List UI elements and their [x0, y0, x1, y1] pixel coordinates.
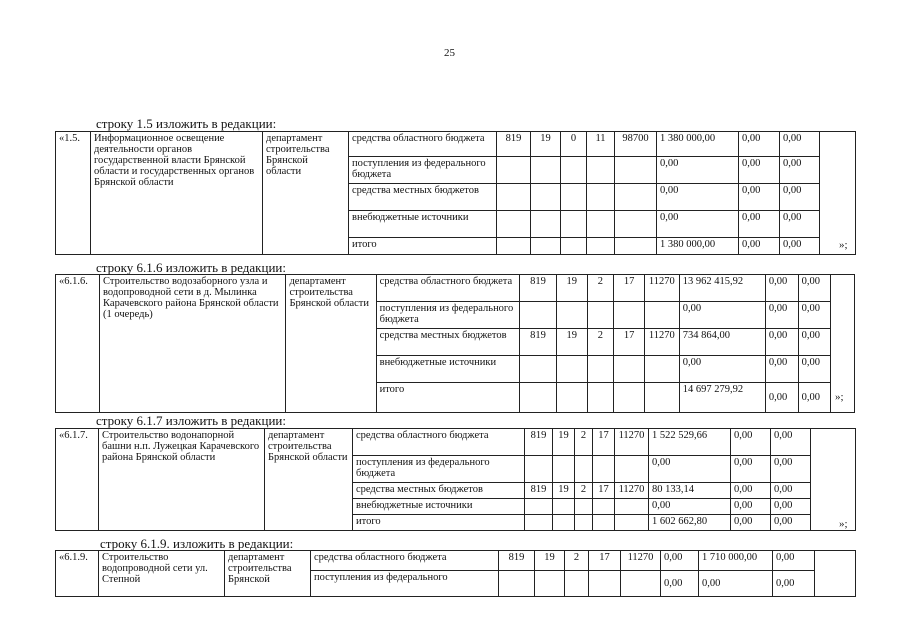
amount-cell: 0,00: [739, 132, 780, 157]
amount-cell: 13 962 415,92: [679, 275, 765, 302]
amount-cell: 14 697 279,92: [679, 383, 765, 413]
funding-source: средства областного бюджета: [353, 429, 525, 456]
code-cell: 19: [553, 429, 575, 456]
amount-cell: 0,00: [798, 302, 831, 329]
amount-cell: 0,00: [649, 499, 731, 515]
code-cell: 98700: [615, 132, 657, 157]
closing-mark-cell: [815, 551, 856, 597]
amount-cell: 0,00: [739, 238, 780, 255]
project-name: Строительство водопроводной сети ул. Степной: [99, 551, 225, 597]
amount-cell: 0,00: [765, 275, 798, 302]
table-row: [56, 132, 856, 157]
code-cell: 0: [561, 132, 587, 157]
code-cell: 19: [535, 551, 565, 571]
section-heading: строку 1.5 изложить в редакции:: [96, 116, 277, 131]
code-cell: 19: [531, 132, 561, 157]
amount-cell: 0,00: [771, 499, 811, 515]
closing-mark: »;: [839, 518, 848, 530]
amount-cell: 0,00: [657, 157, 739, 184]
page-number: 25: [444, 47, 455, 59]
department: департамент строительства Брянской области: [286, 275, 376, 413]
code-cell: 19: [556, 329, 587, 356]
budget-table: [55, 131, 856, 255]
amount-cell: 0,00: [649, 456, 731, 483]
department: департамент строительства Брянской области: [265, 429, 353, 531]
amount-cell: 0,00: [798, 275, 831, 302]
row-code: «6.1.9.: [56, 551, 99, 597]
amount-cell: 0,00: [798, 329, 831, 356]
row-code: «1.5.: [56, 132, 91, 255]
funding-source: поступления из федерального бюджета: [353, 456, 525, 483]
budget-table: [55, 428, 856, 531]
funding-source: средства областного бюджета: [311, 551, 499, 571]
amount-cell: 0,00: [773, 571, 815, 597]
code-cell: 19: [556, 275, 587, 302]
amount-cell: 0,00: [731, 499, 771, 515]
amount-cell: 0,00: [765, 302, 798, 329]
code-cell: 819: [497, 132, 531, 157]
section-heading: строку 6.1.9. изложить в редакции:: [100, 536, 294, 551]
code-cell: 2: [575, 483, 593, 499]
funding-source: итого: [349, 238, 497, 255]
amount-cell: 0,00: [657, 211, 739, 238]
funding-source: поступления из федерального бюджета: [349, 157, 497, 184]
funding-source: внебюджетные источники: [376, 356, 519, 383]
code-cell: 819: [499, 551, 535, 571]
funding-source: поступления из федерального бюджета: [376, 302, 519, 329]
table-row: [56, 551, 856, 571]
closing-mark-cell: [820, 132, 856, 255]
funding-source: средства областного бюджета: [376, 275, 519, 302]
section-heading: строку 6.1.6 изложить в редакции:: [96, 260, 286, 275]
amount-cell: 0,00: [731, 515, 771, 531]
amount-cell: 0,00: [798, 383, 831, 413]
amount-cell: 1 522 529,66: [649, 429, 731, 456]
amount-cell: 0,00: [731, 483, 771, 499]
amount-cell: 0,00: [765, 383, 798, 413]
code-cell: 11: [587, 132, 615, 157]
amount-cell: 80 133,14: [649, 483, 731, 499]
code-cell: 11270: [644, 329, 679, 356]
code-cell: 11270: [644, 275, 679, 302]
table-row: [56, 429, 856, 456]
amount-cell: 0,00: [661, 551, 699, 571]
amount-cell: 0,00: [780, 211, 820, 238]
code-cell: 2: [587, 275, 614, 302]
code-cell: 2: [565, 551, 589, 571]
funding-source: средства местных бюджетов: [349, 184, 497, 211]
amount-cell: 0,00: [765, 356, 798, 383]
project-name: Строительство водозаборного узла и водопроводной сети в д. Мылинка Карачевского района Брянской области (1 очередь): [100, 275, 286, 413]
code-cell: 17: [589, 551, 621, 571]
department: департамент строительства Брянской области: [263, 132, 349, 255]
code-cell: 19: [553, 483, 575, 499]
code-cell: 11270: [621, 551, 661, 571]
department: департамент строительства Брянской: [225, 551, 311, 597]
row-code: «6.1.6.: [56, 275, 100, 413]
budget-table: [55, 550, 856, 597]
amount-cell: 0,00: [771, 456, 811, 483]
budget-table: [55, 274, 855, 413]
funding-source: поступления из федерального: [311, 571, 499, 597]
code-cell: 819: [520, 275, 557, 302]
funding-source: средства областного бюджета: [349, 132, 497, 157]
amount-cell: 0,00: [765, 329, 798, 356]
closing-mark: »;: [835, 391, 844, 403]
project-name: Информационное освещение деятельности органов государственной власти Брянской области и государственных органов Брянской области: [91, 132, 263, 255]
funding-source: внебюджетные источники: [353, 499, 525, 515]
code-cell: 17: [614, 275, 645, 302]
code-cell: 2: [587, 329, 614, 356]
amount-cell: 0,00: [798, 356, 831, 383]
amount-cell: 0,00: [780, 132, 820, 157]
amount-cell: 734 864,00: [679, 329, 765, 356]
closing-mark-cell: [811, 429, 856, 531]
amount-cell: 1 602 662,80: [649, 515, 731, 531]
funding-source: внебюджетные источники: [349, 211, 497, 238]
code-cell: 17: [593, 483, 615, 499]
funding-source: средства местных бюджетов: [353, 483, 525, 499]
funding-source: итого: [353, 515, 525, 531]
row-code: «6.1.7.: [56, 429, 99, 531]
amount-cell: 0,00: [679, 302, 765, 329]
code-cell: 17: [614, 329, 645, 356]
table-row: [56, 275, 855, 302]
amount-cell: 0,00: [739, 184, 780, 211]
amount-cell: 0,00: [699, 571, 773, 597]
code-cell: 11270: [615, 429, 649, 456]
amount-cell: 0,00: [739, 211, 780, 238]
amount-cell: 0,00: [661, 571, 699, 597]
amount-cell: 1 710 000,00: [699, 551, 773, 571]
amount-cell: 1 380 000,00: [657, 238, 739, 255]
amount-cell: 0,00: [731, 429, 771, 456]
amount-cell: 0,00: [657, 184, 739, 211]
amount-cell: 0,00: [771, 483, 811, 499]
code-cell: 819: [525, 483, 553, 499]
code-cell: 11270: [615, 483, 649, 499]
funding-source: итого: [376, 383, 519, 413]
amount-cell: 0,00: [771, 429, 811, 456]
amount-cell: 0,00: [780, 157, 820, 184]
project-name: Строительство водонапорной башни н.п. Лужецкая Карачевского района Брянской области: [99, 429, 265, 531]
code-cell: 2: [575, 429, 593, 456]
amount-cell: 0,00: [780, 238, 820, 255]
funding-source: средства местных бюджетов: [376, 329, 519, 356]
amount-cell: 1 380 000,00: [657, 132, 739, 157]
amount-cell: 0,00: [773, 551, 815, 571]
amount-cell: 0,00: [780, 184, 820, 211]
amount-cell: 0,00: [731, 456, 771, 483]
code-cell: 819: [525, 429, 553, 456]
code-cell: 17: [593, 429, 615, 456]
amount-cell: 0,00: [679, 356, 765, 383]
closing-mark: »;: [839, 239, 848, 251]
amount-cell: 0,00: [771, 515, 811, 531]
section-heading: строку 6.1.7 изложить в редакции:: [96, 413, 286, 428]
code-cell: 819: [520, 329, 557, 356]
amount-cell: 0,00: [739, 157, 780, 184]
